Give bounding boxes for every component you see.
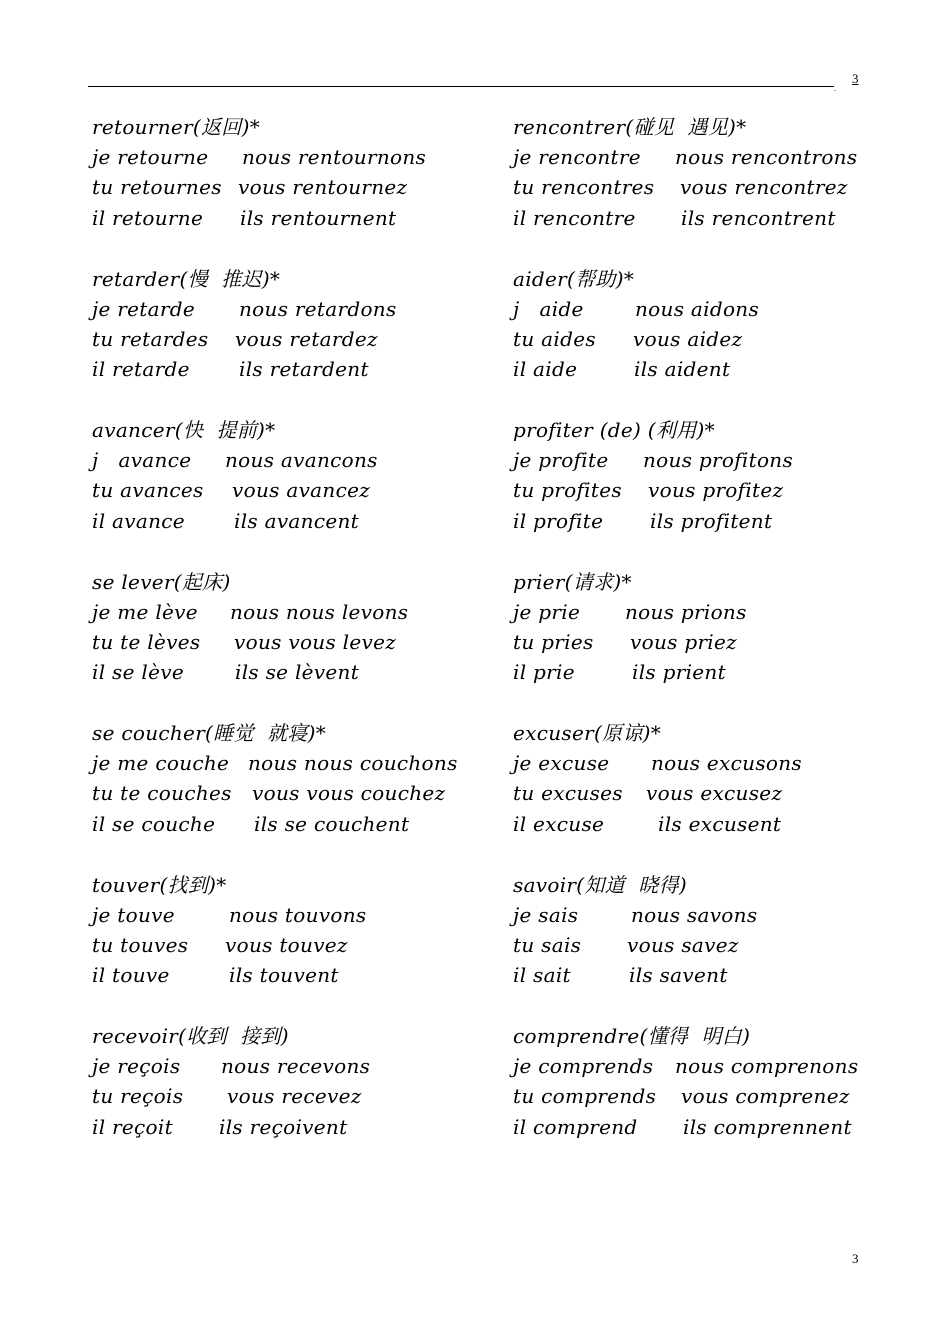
conjugation-row xyxy=(92,1112,458,1142)
plural-form: vous vous levez xyxy=(234,629,397,654)
plural-form: vous avancez xyxy=(232,478,371,503)
plural-form: vous comprenez xyxy=(681,1084,850,1109)
plural-form: vous retardez xyxy=(235,326,378,351)
plural-form: nous comprenons xyxy=(675,1054,859,1079)
singular-form: il rencontre xyxy=(513,205,636,230)
singular-form: tu avances xyxy=(92,478,204,503)
singular-form: il prie xyxy=(513,660,575,685)
verb-block xyxy=(513,870,858,1022)
conjugation-row xyxy=(92,657,458,687)
conjugation-row xyxy=(513,597,858,627)
page-number-bottom: 3 xyxy=(852,1251,859,1266)
conjugation-row xyxy=(513,809,858,839)
verb-block xyxy=(513,1021,858,1173)
conjugation-row xyxy=(92,506,458,536)
verb-title: se coucher(睡觉 就寝)* xyxy=(92,721,327,745)
singular-form: tu reçois xyxy=(92,1084,184,1109)
verb-title: retourner(返回)* xyxy=(92,115,260,139)
conjugation-row xyxy=(92,142,458,172)
plural-form: vous recevez xyxy=(227,1084,362,1109)
plural-form: ils profitent xyxy=(650,508,773,533)
singular-form: j aide xyxy=(513,296,584,321)
plural-form: nous avancons xyxy=(225,448,378,473)
plural-form: vous excusez xyxy=(646,781,783,806)
singular-form: tu aides xyxy=(513,326,596,351)
left-column xyxy=(92,112,458,1173)
conjugation-row xyxy=(513,657,858,687)
conjugation-row xyxy=(513,748,858,778)
verb-title: aider(帮助)* xyxy=(513,266,635,291)
singular-form: je me couche xyxy=(92,751,230,776)
plural-form: nous nous couchons xyxy=(248,751,458,776)
verb-title: touver(找到)* xyxy=(92,872,227,897)
verb-title: recevoir(收到 接到) xyxy=(92,1024,289,1048)
conjugation-row xyxy=(92,778,458,808)
singular-form: il retourne xyxy=(92,205,204,230)
conjugation-row xyxy=(92,324,458,354)
plural-form: ils se lèvent xyxy=(235,660,360,685)
conjugation-row xyxy=(513,627,858,657)
conjugation-row xyxy=(513,930,858,960)
verb-block xyxy=(92,1021,458,1173)
plural-form: ils reçoivent xyxy=(219,1114,348,1139)
verb-block xyxy=(513,112,858,264)
conjugation-row xyxy=(92,1081,458,1111)
singular-form: tu te couches xyxy=(92,781,232,806)
conjugation-row xyxy=(513,900,858,930)
verb-block xyxy=(92,718,458,870)
plural-form: nous savons xyxy=(631,902,758,927)
singular-form: il se lève xyxy=(92,660,184,685)
conjugation-row xyxy=(513,324,858,354)
plural-form: nous rentournons xyxy=(242,145,427,170)
singular-form: je profite xyxy=(513,448,609,473)
singular-form: tu retardes xyxy=(92,326,209,351)
conjugation-row xyxy=(92,172,458,202)
plural-form: vous profitez xyxy=(648,478,784,503)
conjugation-row xyxy=(513,203,858,233)
conjugation-row xyxy=(513,354,858,384)
verb-title: prier(请求)* xyxy=(513,569,632,594)
singular-form: tu pries xyxy=(513,629,594,654)
conjugation-row xyxy=(92,960,458,990)
singular-form: il profite xyxy=(513,508,604,533)
singular-form: il sait xyxy=(513,963,571,988)
singular-form: tu comprends xyxy=(513,1084,657,1109)
singular-form: il aide xyxy=(513,357,578,382)
singular-form: il comprend xyxy=(513,1114,638,1139)
singular-form: je comprends xyxy=(513,1054,654,1079)
plural-form: nous recevons xyxy=(221,1054,371,1079)
plural-form: ils prient xyxy=(632,660,726,685)
conjugation-row xyxy=(513,142,858,172)
plural-form: nous prions xyxy=(625,599,747,624)
verb-title: comprendre(懂得 明白) xyxy=(513,1024,751,1048)
plural-form: nous rencontrons xyxy=(675,145,858,170)
singular-form: tu retournes xyxy=(92,175,222,200)
conjugation-row xyxy=(92,900,458,930)
conjugation-row xyxy=(513,506,858,536)
singular-form: je me lève xyxy=(92,599,198,624)
verb-block xyxy=(92,567,458,719)
plural-form: ils comprennent xyxy=(683,1114,852,1139)
singular-form: tu profites xyxy=(513,478,622,503)
header-rule xyxy=(88,86,834,87)
plural-form: ils aident xyxy=(634,357,731,382)
conjugation-row xyxy=(513,1051,858,1081)
singular-form: je retourne xyxy=(92,145,209,170)
plural-form: ils excusent xyxy=(658,811,782,836)
plural-form: nous nous levons xyxy=(230,599,409,624)
verb-block xyxy=(513,567,858,719)
singular-form: je retarde xyxy=(92,296,195,321)
singular-form: je touve xyxy=(92,902,175,927)
verb-title: avancer(快 提前)* xyxy=(92,418,276,442)
plural-form: vous touvez xyxy=(225,932,348,957)
plural-form: ils savent xyxy=(629,963,728,988)
conjugation-row xyxy=(92,294,458,324)
plural-form: ils avancent xyxy=(234,508,359,533)
singular-form: je rencontre xyxy=(513,145,641,170)
conjugation-row xyxy=(92,203,458,233)
conjugation-row xyxy=(513,172,858,202)
conjugation-row xyxy=(513,445,858,475)
verb-title: se lever(起床) xyxy=(92,569,231,594)
plural-form: ils rentournent xyxy=(240,205,397,230)
conjugation-row xyxy=(92,627,458,657)
plural-form: vous rentournez xyxy=(238,175,408,200)
conjugation-row xyxy=(513,778,858,808)
verb-block xyxy=(92,112,458,264)
verb-title: excuser(原谅)* xyxy=(513,721,662,745)
singular-form: je prie xyxy=(513,599,581,624)
conjugation-row xyxy=(92,930,458,960)
conjugation-row xyxy=(92,809,458,839)
plural-form: ils se couchent xyxy=(254,811,410,836)
conjugation-row xyxy=(92,1051,458,1081)
plural-form: vous savez xyxy=(627,932,739,957)
plural-form: ils touvent xyxy=(229,963,339,988)
plural-form: nous excusons xyxy=(651,751,802,776)
singular-form: tu rencontres xyxy=(513,175,655,200)
singular-form: il excuse xyxy=(513,811,605,836)
right-column xyxy=(513,112,858,1173)
conjugation-row xyxy=(92,445,458,475)
singular-form: je reçois xyxy=(92,1054,181,1079)
conjugation-row xyxy=(92,597,458,627)
plural-form: nous touvons xyxy=(229,902,367,927)
conjugation-row xyxy=(92,475,458,505)
plural-form: nous profitons xyxy=(643,448,794,473)
singular-form: tu sais xyxy=(513,932,582,957)
conjugation-row xyxy=(513,1112,858,1142)
conjugation-row xyxy=(513,960,858,990)
conjugation-row xyxy=(92,354,458,384)
plural-form: nous retardons xyxy=(239,296,397,321)
verb-block xyxy=(513,415,858,567)
singular-form: il retarde xyxy=(92,357,190,382)
plural-form: vous priez xyxy=(630,629,737,654)
plural-form: vous aidez xyxy=(633,326,743,351)
singular-form: je excuse xyxy=(513,751,610,776)
plural-form: ils retardent xyxy=(239,357,369,382)
conjugation-row xyxy=(92,748,458,778)
singular-form: il reçoit xyxy=(92,1114,173,1139)
verb-title: savoir(知道 晓得) xyxy=(513,872,688,897)
singular-form: tu te lèves xyxy=(92,629,201,654)
singular-form: j avance xyxy=(92,448,192,473)
plural-form: vous vous couchez xyxy=(252,781,446,806)
singular-form: il avance xyxy=(92,508,185,533)
plural-form: vous rencontrez xyxy=(680,175,848,200)
verb-block xyxy=(513,718,858,870)
singular-form: il se couche xyxy=(92,811,216,836)
conjugation-row xyxy=(513,475,858,505)
page-number-top: 3 xyxy=(852,71,859,86)
verb-title: retarder(慢 推迟)* xyxy=(92,266,281,291)
singular-form: il touve xyxy=(92,963,170,988)
verb-title: rencontrer(碰见 遇见)* xyxy=(513,115,747,139)
conjugation-row xyxy=(513,294,858,324)
plural-form: nous aidons xyxy=(635,296,760,321)
verb-block xyxy=(92,870,458,1022)
verb-block xyxy=(92,415,458,567)
plural-form: ils rencontrent xyxy=(681,205,836,230)
verb-block xyxy=(513,264,858,416)
verb-block xyxy=(92,264,458,416)
singular-form: tu excuses xyxy=(513,781,623,806)
verb-title: profiter (de) (利用)* xyxy=(513,418,715,442)
singular-form: tu touves xyxy=(92,932,189,957)
conjugation-row xyxy=(513,1081,858,1111)
singular-form: je sais xyxy=(513,902,579,927)
header-tick: . xyxy=(834,84,836,93)
